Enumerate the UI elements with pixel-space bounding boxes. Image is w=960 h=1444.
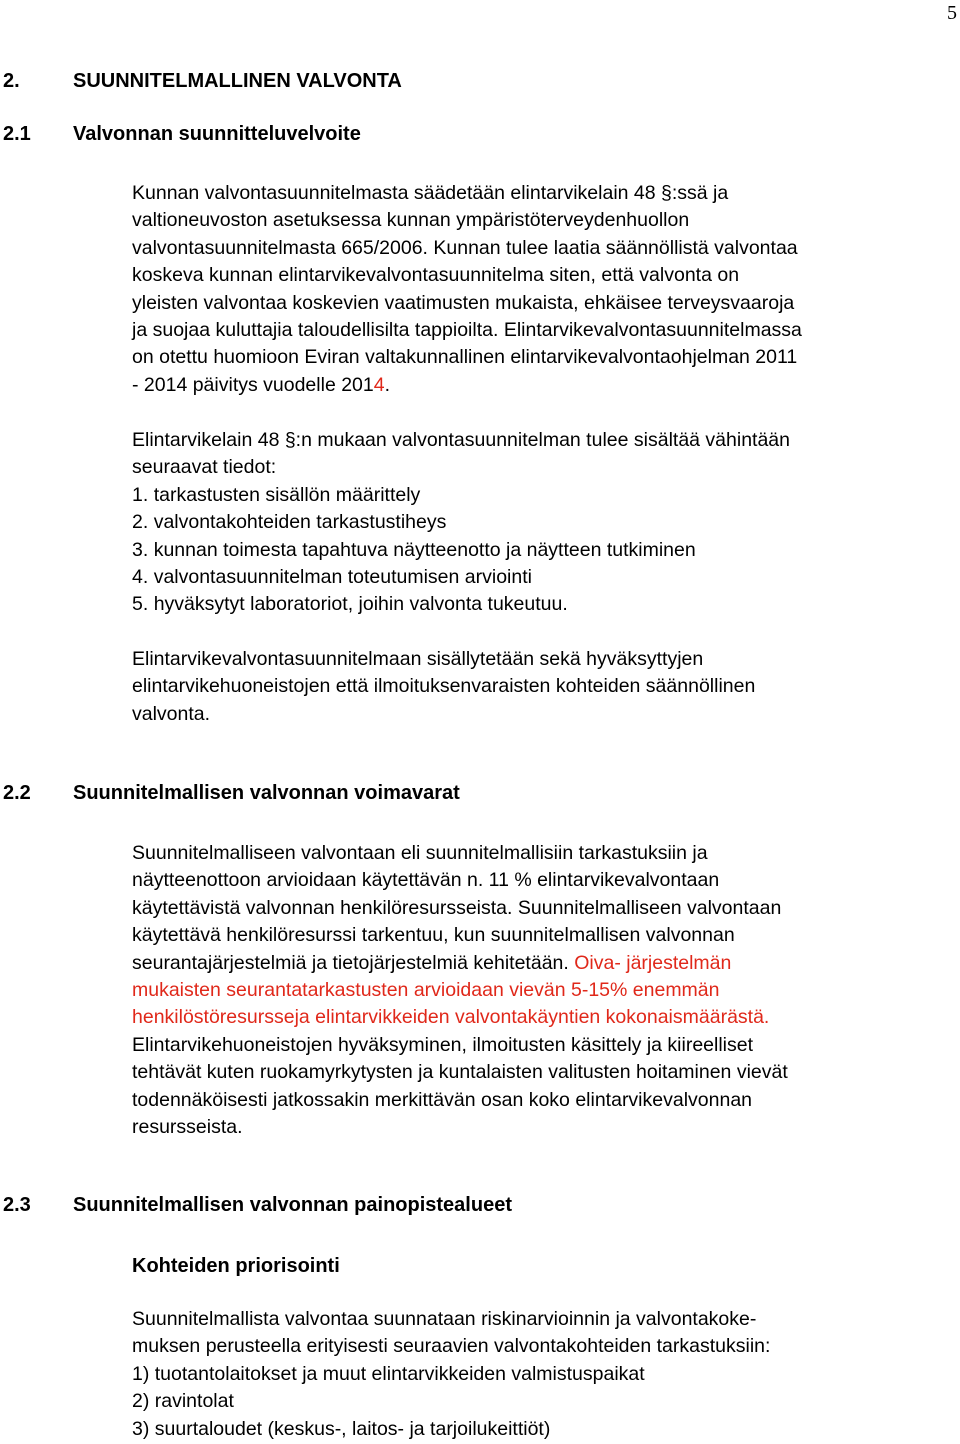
list-item: [132, 591, 952, 618]
text-line: valvonta.: [132, 702, 211, 725]
list-number: 2): [132, 1390, 150, 1413]
list-text: valvontakohteiden tarkastustiheys: [153, 511, 447, 534]
list-text: tuotantolaitokset ja muut elintarvikkeiden valmistuspaikat: [154, 1362, 645, 1385]
paragraph-sisalto: [132, 427, 952, 619]
text-line: yleisten valvontaa koskevien vaatimusten mukaista, ehkäisee terveysvaaroja: [132, 291, 795, 314]
heading-number: 2.1: [3, 123, 31, 145]
list-text: hyväksytyt laboratoriot, joihin valvonta tukeutuu.: [153, 593, 568, 616]
text-line: seuraavat tiedot:: [132, 456, 277, 479]
text-line: elintarvikehuoneistojen että ilmoituksenvaraisten kohteiden säännöllinen: [132, 675, 756, 698]
list-number: 3): [132, 1417, 150, 1440]
text-line: resursseista.: [132, 1115, 243, 1138]
paragraph-painopistealueet: [132, 1306, 952, 1443]
text-fragment: - 2014 päivitys vuodelle 201: [132, 373, 374, 396]
highlighted-text-line: mukaisten seurantatarkastusten arvioidaan vievän 5-15% enemmän: [132, 978, 720, 1001]
page-number: 5: [947, 2, 957, 24]
text-line: muksen perusteella erityisesti seuraavien valvontakohteiden tarkastuksiin:: [132, 1335, 771, 1358]
text-line: Suunnitelmalliseen valvontaan eli suunnitelmallisiin tarkastuksiin ja: [132, 842, 708, 864]
list-item: [132, 1416, 952, 1443]
text-line: käytettävä henkilöresurssi tarkentuu, kun suunnitelmallisen valvonnan: [132, 924, 735, 947]
text-line: ja suojaa kuluttajia taloudellisilta tappioilta. Elintarvikevalvontasuunnitelmassa: [132, 318, 802, 341]
text-line: Elintarvikelain 48 §:n mukaan valvontasuunnitelman tulee sisältää vähintään: [132, 429, 790, 451]
list-number: 1): [132, 1362, 150, 1385]
heading-title: Valvonnan suunnitteluvelvoite: [73, 123, 361, 145]
highlighted-digit: 4: [373, 373, 385, 396]
text-line: valtioneuvoston asetuksessa kunnan ympäristöterveydenhuollon: [132, 209, 690, 232]
text-line: Elintarvikevalvontasuunnitelmaan sisällytetään sekä hyväksyttyjen: [132, 648, 704, 670]
text-line: Elintarvikehuoneistojen hyväksyminen, ilmoitusten käsittely ja kiireelliset: [132, 1033, 754, 1056]
subheading-kohteiden-priorisointi: Kohteiden priorisointi: [132, 1255, 340, 1277]
text-line: tehtävät kuten ruokamyrkytysten ja kuntalaisten valitusten hoitaminen vievät: [132, 1061, 788, 1084]
list-number: 1.: [132, 483, 149, 506]
text-line: on otettu huomioon Eviran valtakunnallinen elintarvikevalvontaohjelman 2011: [132, 346, 798, 369]
list-text: tarkastusten sisällön määrittely: [153, 483, 421, 506]
paragraph-suunnitteluvelvoite: [132, 180, 952, 399]
text-line: Kunnan valvontasuunnitelmasta säädetään elintarvikelain 48 §:ssä ja: [132, 182, 729, 204]
heading-number: 2.: [3, 70, 20, 92]
text-line: näytteenottoon arvioidaan käytettävän n. 11 % elintarvikevalvontaan: [132, 869, 720, 892]
text-line: koskeva kunnan elintarvikevalvontasuunnitelma siten, että valvonta on: [132, 264, 740, 287]
list-number: 4.: [132, 565, 149, 588]
text-line: Suunnitelmallista valvontaa suunnataan riskinarvioinnin ja valvontakoke-: [132, 1308, 757, 1330]
list-number: 5.: [132, 593, 149, 616]
heading-title: SUUNNITELMALLINEN VALVONTA: [73, 70, 402, 92]
paragraph-valvonta: [132, 646, 952, 728]
heading-title: Suunnitelmallisen valvonnan voimavarat: [73, 782, 460, 804]
highlighted-text-line: henkilöstöresursseja elintarvikkeiden valvontakäyntien kokonaismäärästä.: [132, 1006, 770, 1029]
paragraph-voimavarat: [132, 840, 952, 1141]
highlighted-text: Oiva- järjestelmän: [574, 951, 732, 974]
text-line: käytettävistä valvonnan henkilöresursseista. Suunnitelmalliseen valvontaan: [132, 896, 782, 919]
list-text: kunnan toimesta tapahtuva näytteenotto ja näytteen tutkiminen: [153, 538, 696, 561]
list-item: [132, 537, 952, 564]
list-item: [132, 1388, 952, 1415]
text-line: todennäköisesti jatkossakin merkittävän osan koko elintarvikevalvonnan: [132, 1088, 753, 1111]
heading-title: Suunnitelmallisen valvonnan painopistealueet: [73, 1194, 512, 1216]
list-text: ravintolat: [154, 1390, 234, 1413]
list-item: [132, 1361, 952, 1388]
text-fragment: seurantajärjestelmiä ja tietojärjestelmiä kehitetään.: [132, 951, 575, 974]
text-line: [132, 950, 952, 977]
heading-number: 2.2: [3, 782, 31, 804]
list-item: [132, 482, 952, 509]
list-text: suurtaloudet (keskus-, laitos- ja tarjoilukeittiöt): [154, 1417, 551, 1440]
heading-number: 2.3: [3, 1194, 31, 1216]
text-line: valvontasuunnitelmasta 665/2006. Kunnan tulee laatia säännöllistä valvontaa: [132, 236, 798, 259]
list-item: [132, 509, 952, 536]
text-fragment: .: [384, 373, 391, 396]
list-item: [132, 564, 952, 591]
list-number: 3.: [132, 538, 149, 561]
list-number: 2.: [132, 511, 149, 534]
text-line: [132, 372, 952, 399]
list-text: valvontasuunnitelman toteutumisen arviointi: [153, 565, 532, 588]
